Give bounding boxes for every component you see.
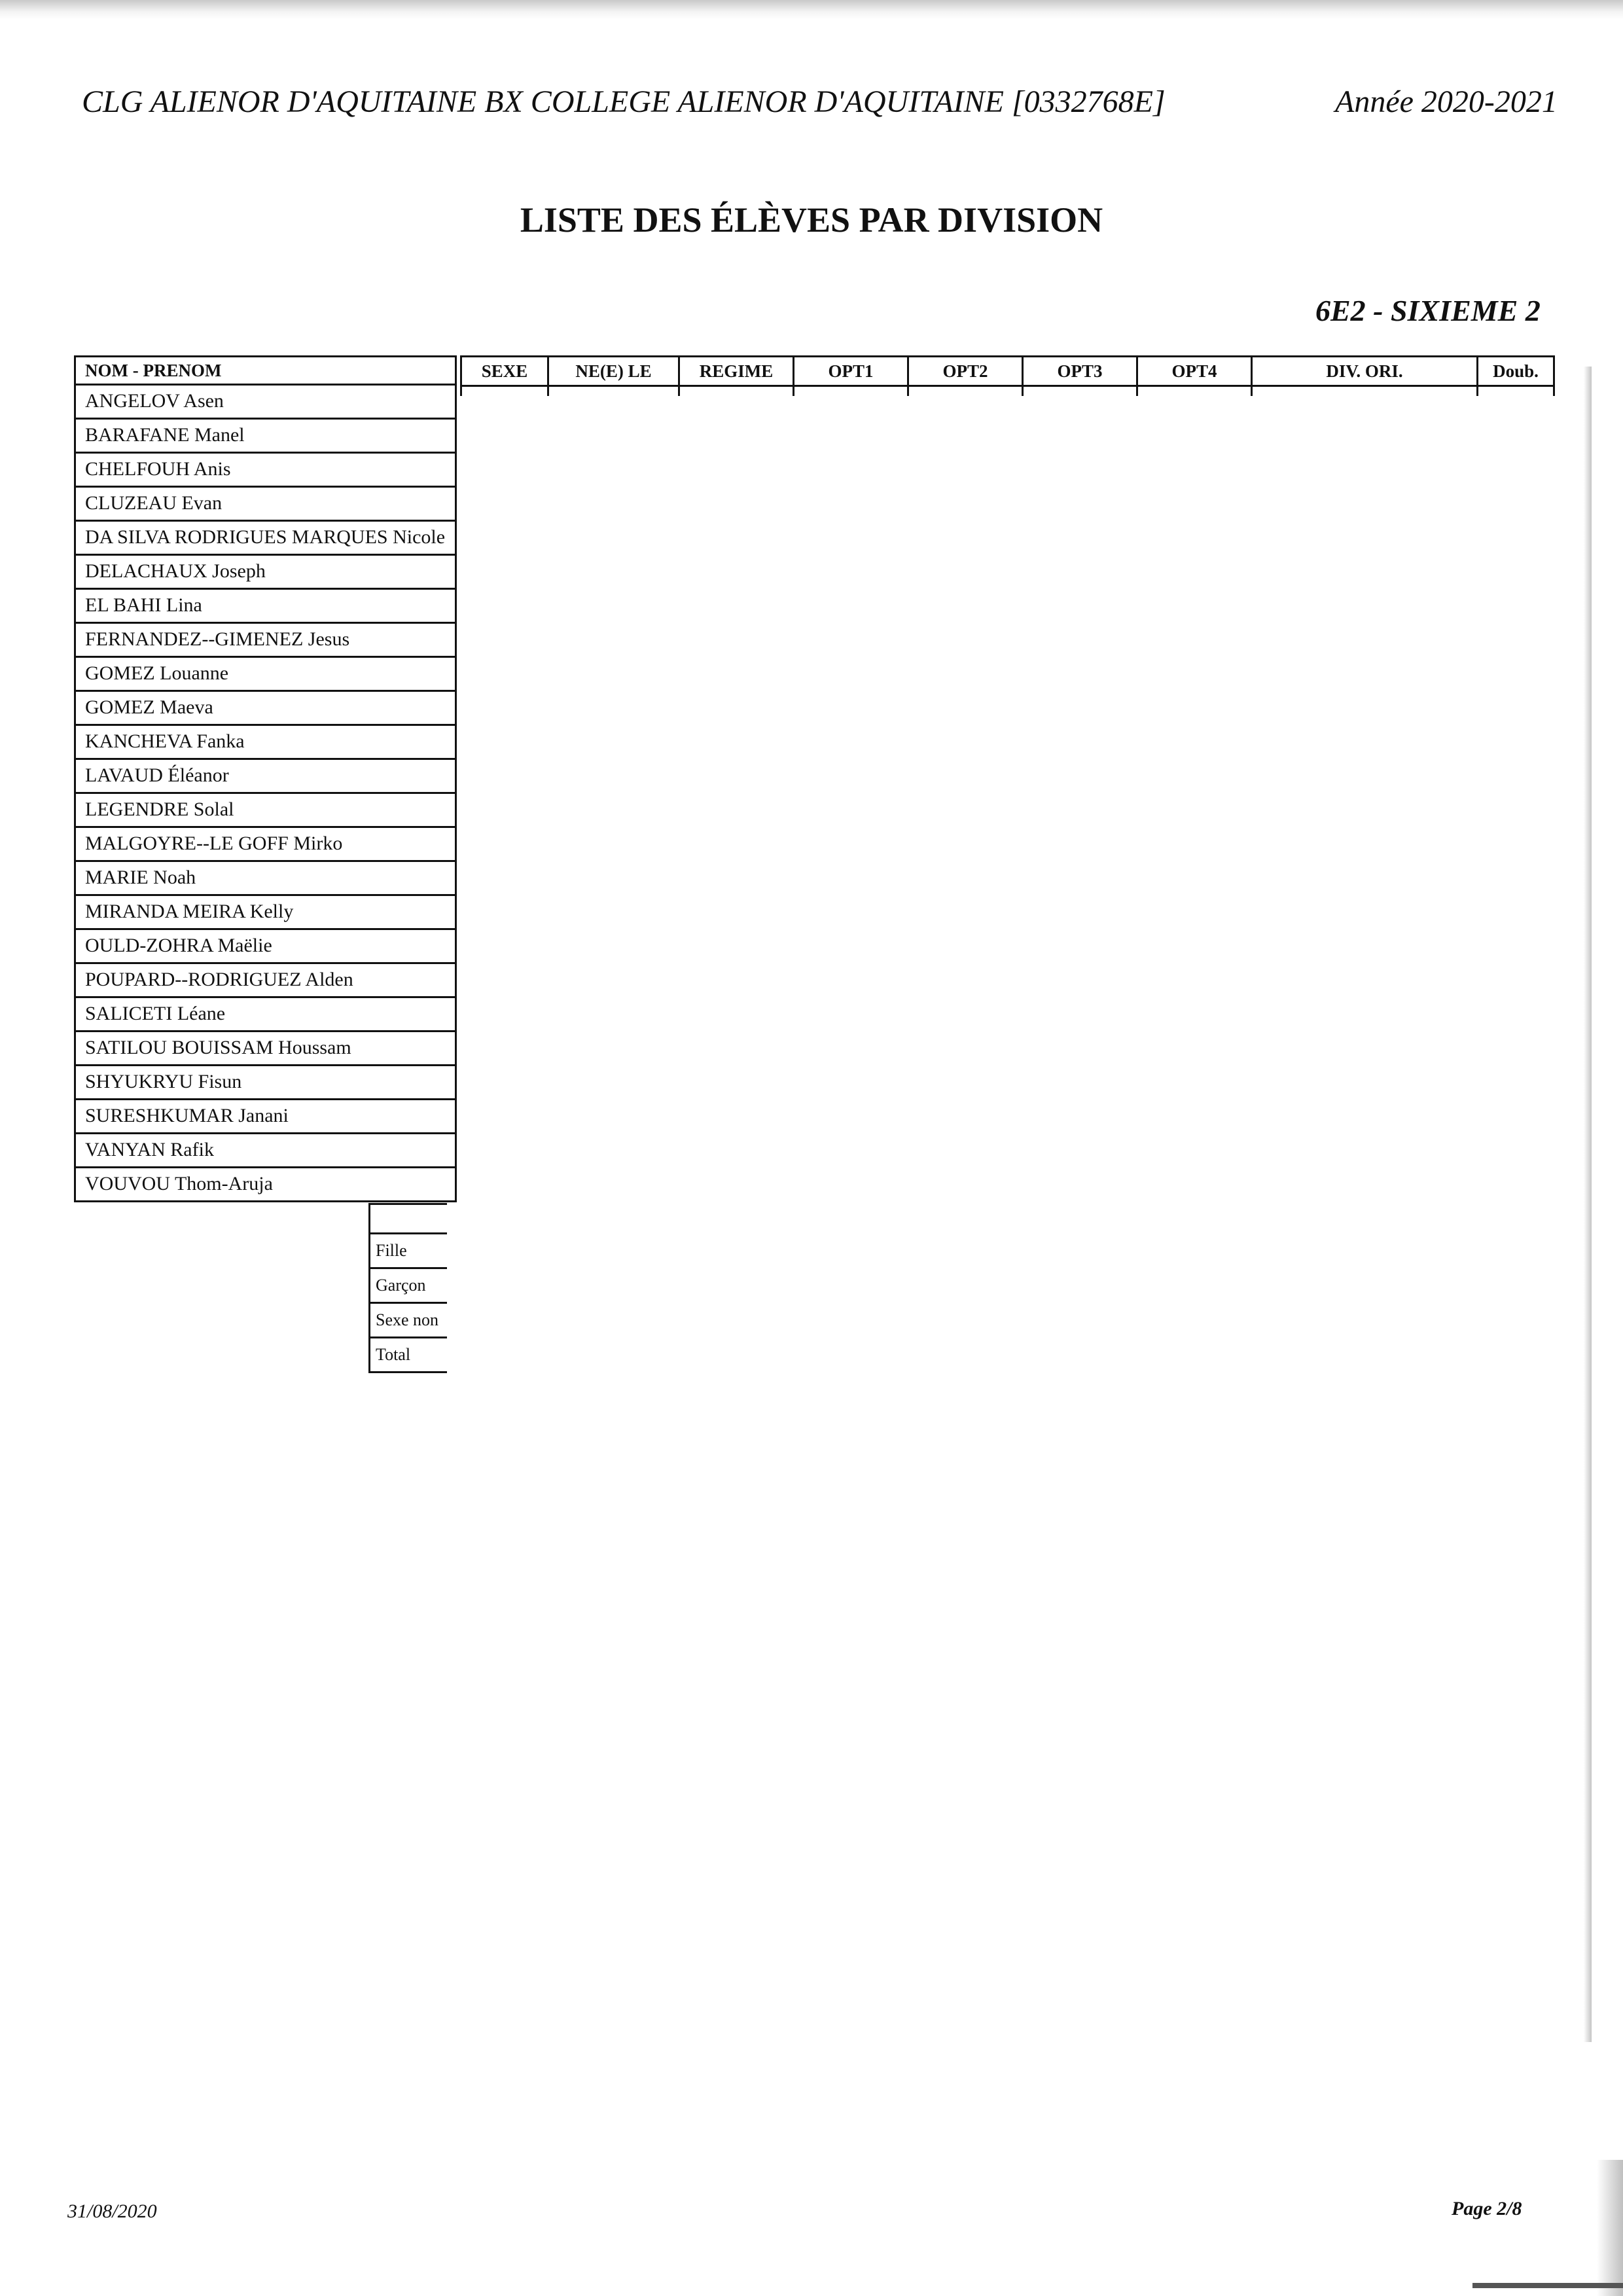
- column-header: REGIME: [679, 357, 794, 386]
- print-date: 31/08/2020: [67, 2200, 157, 2222]
- summary-label: Sexe non: [370, 1303, 448, 1338]
- column-stub: [461, 386, 548, 397]
- table-row: [75, 555, 456, 589]
- table-row: [75, 759, 456, 793]
- table-row: [75, 725, 456, 759]
- summary-row: [370, 1303, 448, 1338]
- column-header: OPT1: [794, 357, 908, 386]
- table-row: [75, 895, 456, 929]
- student-name: MIRANDA MEIRA Kelly: [75, 895, 456, 929]
- table-row: [75, 1168, 456, 1202]
- student-name: SALICETI Léane: [75, 997, 456, 1031]
- table-row: [75, 827, 456, 861]
- scan-edge-line: [1472, 2283, 1623, 2288]
- column-stub: [548, 386, 679, 397]
- school-header: CLG ALIENOR D'AQUITAINE BX COLLEGE ALIENOR D'AQUITAINE [0332768E]: [82, 84, 1166, 119]
- column-stub: [1252, 386, 1478, 397]
- student-name: EL BAHI Lina: [75, 589, 456, 623]
- column-header: OPT3: [1023, 357, 1137, 386]
- student-name: SURESHKUMAR Janani: [75, 1100, 456, 1134]
- student-name: MALGOYRE--LE GOFF Mirko: [75, 827, 456, 861]
- school-year: Année 2020-2021: [1335, 84, 1558, 119]
- scan-shadow-corner: [1597, 2160, 1623, 2296]
- summary-row: [370, 1268, 448, 1303]
- column-header: OPT4: [1137, 357, 1252, 386]
- column-stub: [908, 386, 1023, 397]
- table-row: [75, 453, 456, 487]
- table-row: [75, 997, 456, 1031]
- student-name: LEGENDRE Solal: [75, 793, 456, 827]
- summary-label: Garçon: [370, 1268, 448, 1303]
- table-row: [75, 487, 456, 521]
- student-name: VOUVOU Thom-Aruja: [75, 1168, 456, 1202]
- summary-label: Total: [370, 1338, 448, 1372]
- student-name: OULD-ZOHRA Maëlie: [75, 929, 456, 963]
- table-row: [75, 1031, 456, 1066]
- student-name: VANYAN Rafik: [75, 1134, 456, 1168]
- table-row: [75, 861, 456, 895]
- summary-header-cell: [370, 1204, 448, 1234]
- table-row: [75, 589, 456, 623]
- table-row: [75, 1134, 456, 1168]
- table-row: [75, 385, 456, 419]
- table-row: [75, 793, 456, 827]
- table-row: [75, 929, 456, 963]
- column-stub: [1023, 386, 1137, 397]
- table-row: [75, 1066, 456, 1100]
- student-name: GOMEZ Louanne: [75, 657, 456, 691]
- student-name: SHYUKRYU Fisun: [75, 1066, 456, 1100]
- student-name: ANGELOV Asen: [75, 385, 456, 419]
- table-row: [75, 691, 456, 725]
- column-stub: [794, 386, 908, 397]
- student-name: KANCHEVA Fanka: [75, 725, 456, 759]
- summary-label: Fille: [370, 1234, 448, 1268]
- scan-shadow-top: [0, 0, 1623, 20]
- student-name: GOMEZ Maeva: [75, 691, 456, 725]
- column-header: OPT2: [908, 357, 1023, 386]
- summary-row: [370, 1234, 448, 1268]
- column-header: NE(E) LE: [548, 357, 679, 386]
- column-header: Doub.: [1478, 357, 1554, 386]
- student-columns-table: [460, 355, 1555, 396]
- student-name: DA SILVA RODRIGUES MARQUES Nicole: [75, 521, 456, 555]
- gender-summary-table: [368, 1203, 447, 1373]
- student-name: BARAFANE Manel: [75, 419, 456, 453]
- table-row: [75, 623, 456, 657]
- student-name: DELACHAUX Joseph: [75, 555, 456, 589]
- student-names-table: [74, 355, 457, 1202]
- student-name: CLUZEAU Evan: [75, 487, 456, 521]
- table-row: [75, 419, 456, 453]
- scan-shadow-right: [1584, 367, 1592, 2042]
- name-column-header: NOM - PRENOM: [75, 357, 456, 385]
- column-stub: [1137, 386, 1252, 397]
- table-row: [75, 657, 456, 691]
- summary-row: [370, 1338, 448, 1372]
- student-name: FERNANDEZ--GIMENEZ Jesus: [75, 623, 456, 657]
- student-name: POUPARD--RODRIGUEZ Alden: [75, 963, 456, 997]
- column-header: SEXE: [461, 357, 548, 386]
- student-name: LAVAUD Éléanor: [75, 759, 456, 793]
- table-row: [75, 963, 456, 997]
- column-stub: [1478, 386, 1554, 397]
- column-header: DIV. ORI.: [1252, 357, 1478, 386]
- division-label: 6E2 - SIXIEME 2: [1315, 294, 1541, 327]
- table-row: [75, 521, 456, 555]
- column-stub: [679, 386, 794, 397]
- student-name: CHELFOUH Anis: [75, 453, 456, 487]
- table-row: [75, 1100, 456, 1134]
- page-title: LISTE DES ÉLÈVES PAR DIVISION: [520, 200, 1103, 240]
- student-name: SATILOU BOUISSAM Houssam: [75, 1031, 456, 1066]
- page-number: Page 2/8: [1452, 2198, 1522, 2219]
- student-name: MARIE Noah: [75, 861, 456, 895]
